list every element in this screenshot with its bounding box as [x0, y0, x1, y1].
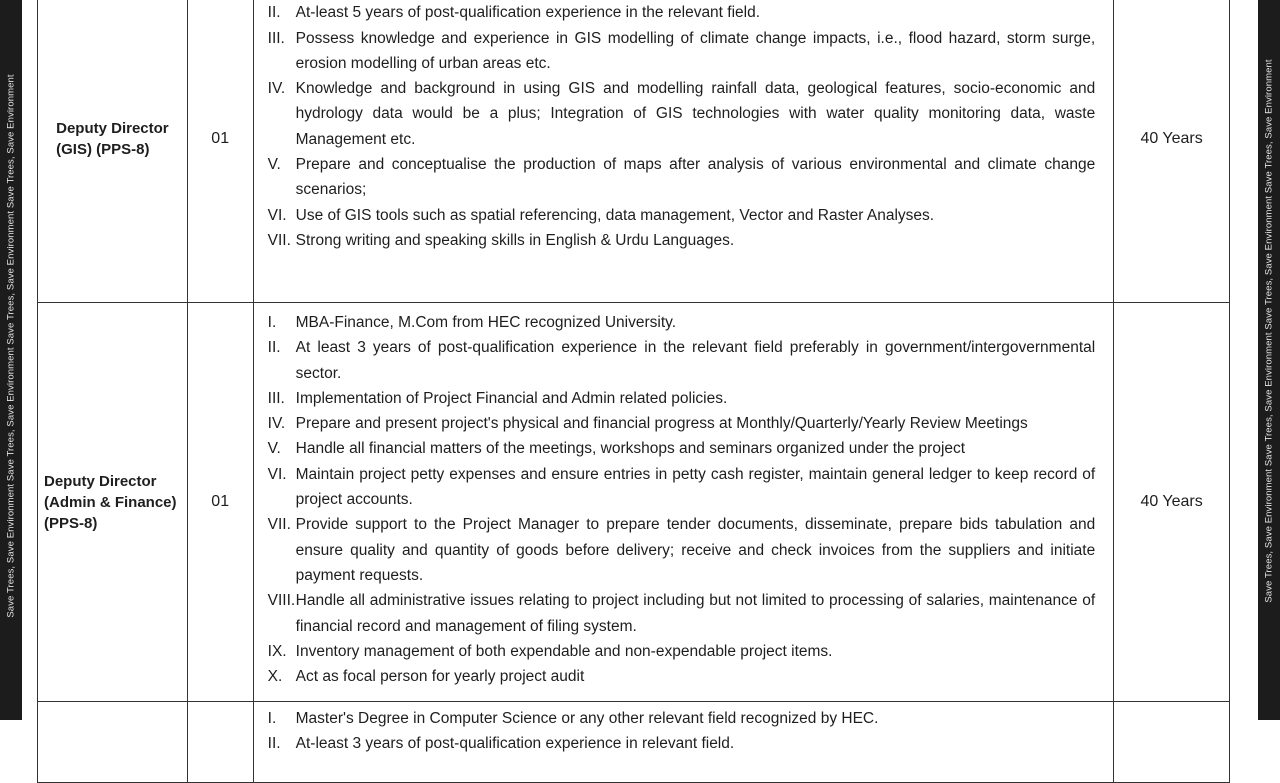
- qualifications-list: [268, 706, 1096, 757]
- list-item: III. Implementation of Project Financial and Admin related policies.: [268, 386, 1096, 411]
- list-item: V. Handle all financial matters of the meetings, workshops and seminars organized under the project: [268, 436, 1096, 461]
- right-watermark-strip: [1258, 0, 1280, 720]
- list-item: VII. Provide support to the Project Manager to prepare tender documents, disseminate, prepare bids tabulation and ensure quality and quantity of goods before delivery; receive and check invoices from the suppliers and initiate payment requests.: [268, 512, 1096, 588]
- list-item: VIII. Handle all administrative issues relating to project including but not limited to processing of salaries, maintenance of financial record and management of filing system.: [268, 588, 1096, 639]
- max-age: 40 Years: [1114, 0, 1229, 302]
- job-positions-table: [37, 0, 1230, 783]
- max-age: [1114, 702, 1229, 782]
- list-item: X. Act as focal person for yearly project audit: [268, 664, 1096, 689]
- table-row: [38, 702, 1229, 782]
- list-item: II. At-least 3 years of post-qualification experience in relevant field.: [268, 731, 1096, 756]
- qualifications-cell: [254, 0, 1115, 302]
- post-title: Deputy Director (GIS) (PPS-8): [56, 118, 169, 160]
- left-watermark-text: Save Trees, Save Environment Save Trees, Save Environment Save Trees, Save Environment Save Trees, Save Environment: [6, 74, 17, 617]
- table-row: [38, 303, 1229, 702]
- list-item: IV. Prepare and present project's physical and financial progress at Monthly/Quarterly/Yearly Review Meetings: [268, 411, 1096, 436]
- list-item: V. Prepare and conceptualise the production of maps after analysis of various environmental and climate change scenarios;: [268, 152, 1096, 203]
- post-title: Deputy Director (Admin & Finance) (PPS-8): [44, 471, 177, 534]
- list-item: III. Possess knowledge and experience in GIS modelling of climate change impacts, i.e., flood hazard, storm surge, erosion modelling of urban areas etc.: [268, 26, 1096, 77]
- qualifications-cell: [254, 303, 1115, 701]
- max-age: 40 Years: [1114, 303, 1229, 701]
- post-title-cell: [38, 702, 188, 782]
- list-item: I. MBA-Finance, M.Com from HEC recognized University.: [268, 310, 1096, 335]
- list-item: II. At-least 5 years of post-qualification experience in the relevant field.: [268, 0, 1096, 25]
- list-item: VI. Use of GIS tools such as spatial referencing, data management, Vector and Raster Analyses.: [268, 203, 1096, 228]
- post-title-cell: [38, 0, 188, 302]
- qualifications-list: [268, 310, 1096, 689]
- qualifications-cell: [254, 702, 1115, 782]
- left-watermark-strip: [0, 0, 22, 720]
- table-row: [38, 0, 1229, 303]
- list-item: IX. Inventory management of both expendable and non-expendable project items.: [268, 639, 1096, 664]
- post-title-cell: [38, 303, 188, 701]
- list-item: VI. Maintain project petty expenses and ensure entries in petty cash register, maintain general ledger to keep record of project accounts.: [268, 462, 1096, 513]
- right-watermark-text: Save Trees, Save Environment Save Trees, Save Environment Save Trees, Save Environment Save Trees, Save Environment: [1264, 60, 1275, 603]
- post-count: [188, 702, 254, 782]
- post-count: 01: [188, 0, 254, 302]
- list-item: I. Master's Degree in Computer Science or any other relevant field recognized by HEC.: [268, 706, 1096, 731]
- list-item: II. At least 3 years of post-qualification experience in the relevant field preferably in government/intergovernmental sector.: [268, 335, 1096, 386]
- list-item: VII. Strong writing and speaking skills in English & Urdu Languages.: [268, 228, 1096, 253]
- qualifications-list: [268, 0, 1096, 253]
- list-item: IV. Knowledge and background in using GIS and modelling rainfall data, geological features, socio-economic and hydrology data would be a plus; Integration of GIS technologies with water quality monitoring data, waste Management etc.: [268, 76, 1096, 152]
- post-count: 01: [188, 303, 254, 701]
